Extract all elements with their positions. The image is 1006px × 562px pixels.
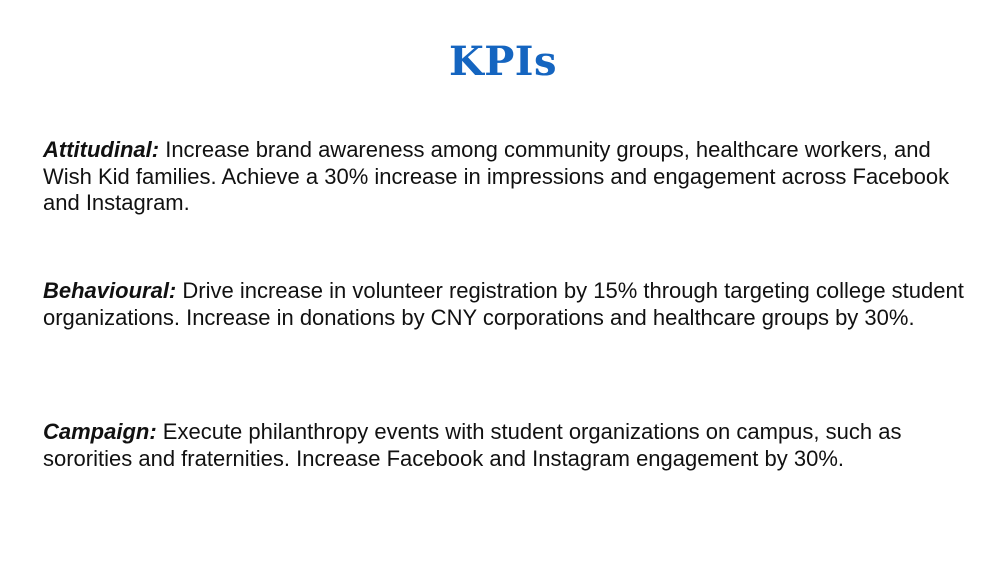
slide-title: KPIs <box>448 38 558 85</box>
kpi-behavioural <box>43 278 978 331</box>
kpi-text: Execute philanthropy events with student organizations on campus, such as sororities and fraternities. Increase Facebook and Instagram engagement by 30%. <box>43 419 902 471</box>
kpi-label: Attitudinal: <box>43 137 166 162</box>
kpi-campaign <box>43 419 978 472</box>
kpi-text: Drive increase in volunteer registration by 15% through targeting college student organizations. Increase in donations by CNY corporations and healthcare groups by 30%. <box>43 278 964 330</box>
kpi-attitudinal <box>43 137 978 217</box>
kpi-label: Behavioural: <box>43 278 183 303</box>
kpi-label: Campaign: <box>43 419 163 444</box>
kpi-text: Increase brand awareness among community groups, healthcare workers, and Wish Kid families. Achieve a 30% increase in impressions and engagement across Facebook and Instagram. <box>43 137 950 215</box>
